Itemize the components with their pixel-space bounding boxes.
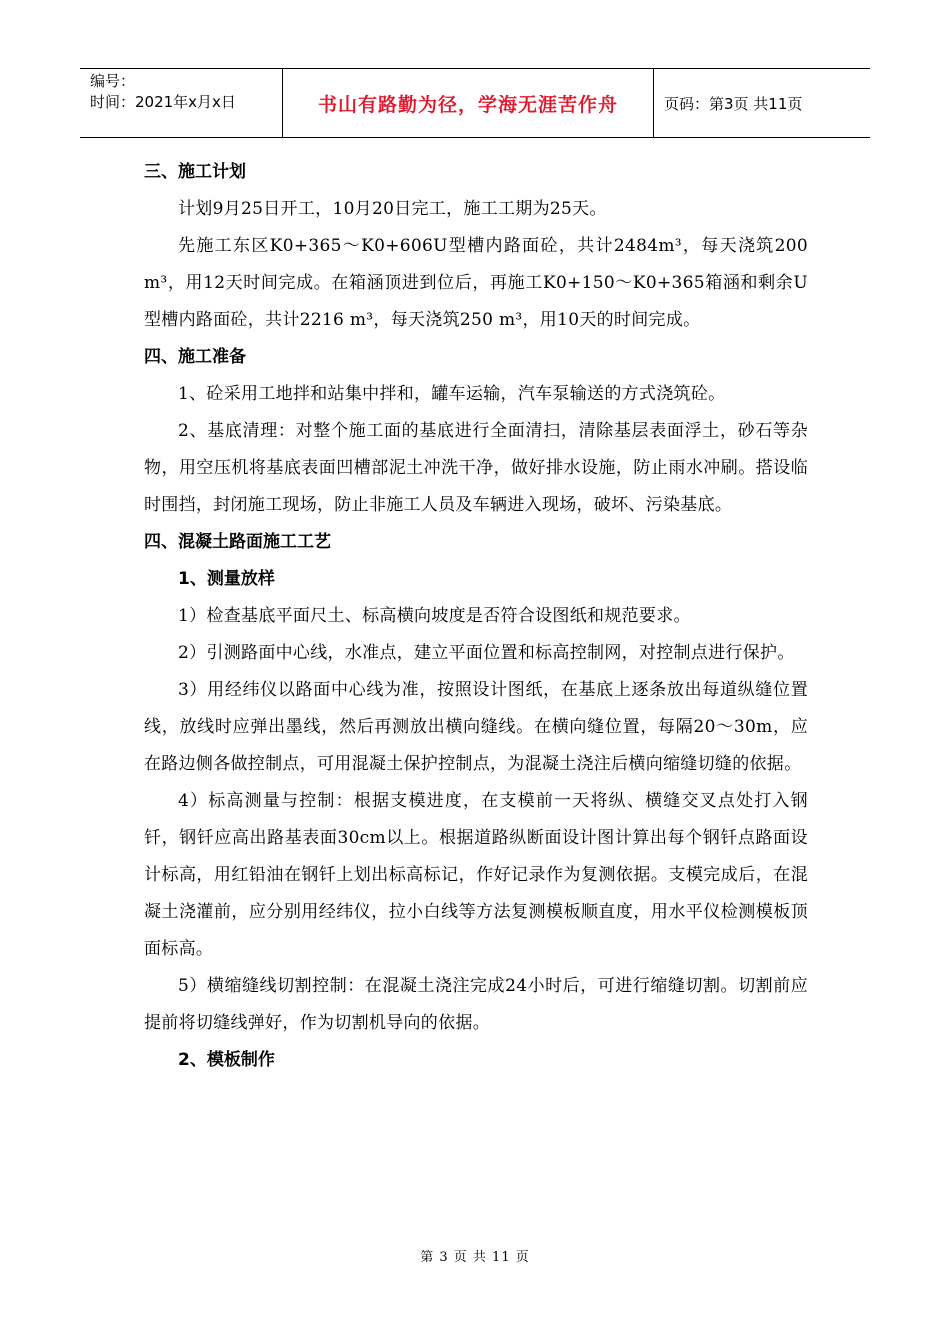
section-heading: 三、施工计划	[144, 162, 246, 182]
header-motto-cell	[282, 69, 654, 137]
motto: 书山有路勤为径，学海无涯苦作舟	[317, 93, 618, 116]
section-heading: 四、混凝土路面施工工艺	[144, 532, 331, 552]
subsection-heading: 1、测量放样	[178, 569, 275, 589]
paragraph: 4）标高测量与控制：根据支模进度，在支模前一天将纵、横缝交叉点处打入钢钎，钢钎应高出路基表面30cm以上。根据道路纵断面设计图计算出每个钢钎点路面设计标高，用红铅油在钢钎上划出标高标记，作好记录作为复测依据。支模完成后，在混凝土浇灌前，应分别用经纬仪，拉小白线等方法复测模板顺直度，用水平仪检测模板顶面标高。	[144, 791, 808, 959]
time-label: 时间：2021年x月x日	[90, 93, 236, 111]
paragraph: 1、砼采用工地拌和站集中拌和，罐车运输，汽车泵输送的方式浇筑砼。	[178, 384, 726, 404]
paragraph: 2、基底清理：对整个施工面的基底进行全面清扫，清除基层表面浮土，砂石等杂物，用空压机将基底表面凹槽部泥土冲洗干净，做好排水设施，防止雨水冲刷。搭设临时围挡，封闭施工现场，防止非施工人员及车辆进入现场，破坏、污染基底。	[144, 421, 808, 515]
paragraph: 5）横缩缝线切割控制：在混凝土浇注完成24小时后，可进行缩缝切割。切割前应提前将切缝线弹好，作为切割机导向的依据。	[144, 976, 808, 1033]
paragraph: 1）检查基底平面尺土、标高横向坡度是否符合设图纸和规范要求。	[178, 606, 691, 626]
document-body	[144, 154, 808, 1079]
paragraph: 计划9月25日开工，10月20日完工，施工工期为25天。	[178, 199, 607, 219]
header-meta	[80, 69, 282, 137]
paragraph: 3）用经纬仪以路面中心线为准，按照设计图纸，在基底上逐条放出每道纵缝位置线，放线时应弹出墨线，然后再测放出横向缝线。在横向缝位置，每隔20～30m，应在路边侧各做控制点，可用混凝土保护控制点，为混凝土浇注后横向缩缝切缝的依据。	[144, 680, 808, 774]
paragraph: 2）引测路面中心线，水准点，建立平面位置和标高控制网，对控制点进行保护。	[178, 643, 795, 663]
paragraph: 先施工东区K0+365～K0+606U型槽内路面砼，共计2484m³，每天浇筑200 m³，用12天时间完成。在箱涵顶进到位后，再施工K0+150～K0+365箱涵和剩余U型槽内路面砼，共计2216 m³，每天浇筑250 m³，用10天的时间完成。	[144, 236, 808, 330]
subsection-heading: 2、模板制作	[178, 1050, 275, 1070]
page-header	[80, 68, 870, 138]
page-footer: 第 3 页 共 11 页	[420, 1250, 530, 1265]
section-heading: 四、施工准备	[144, 347, 246, 367]
header-page-info-cell	[654, 69, 870, 137]
number-label: 编号：	[90, 72, 136, 90]
page-info: 页码：第3页 共11页	[664, 94, 803, 113]
